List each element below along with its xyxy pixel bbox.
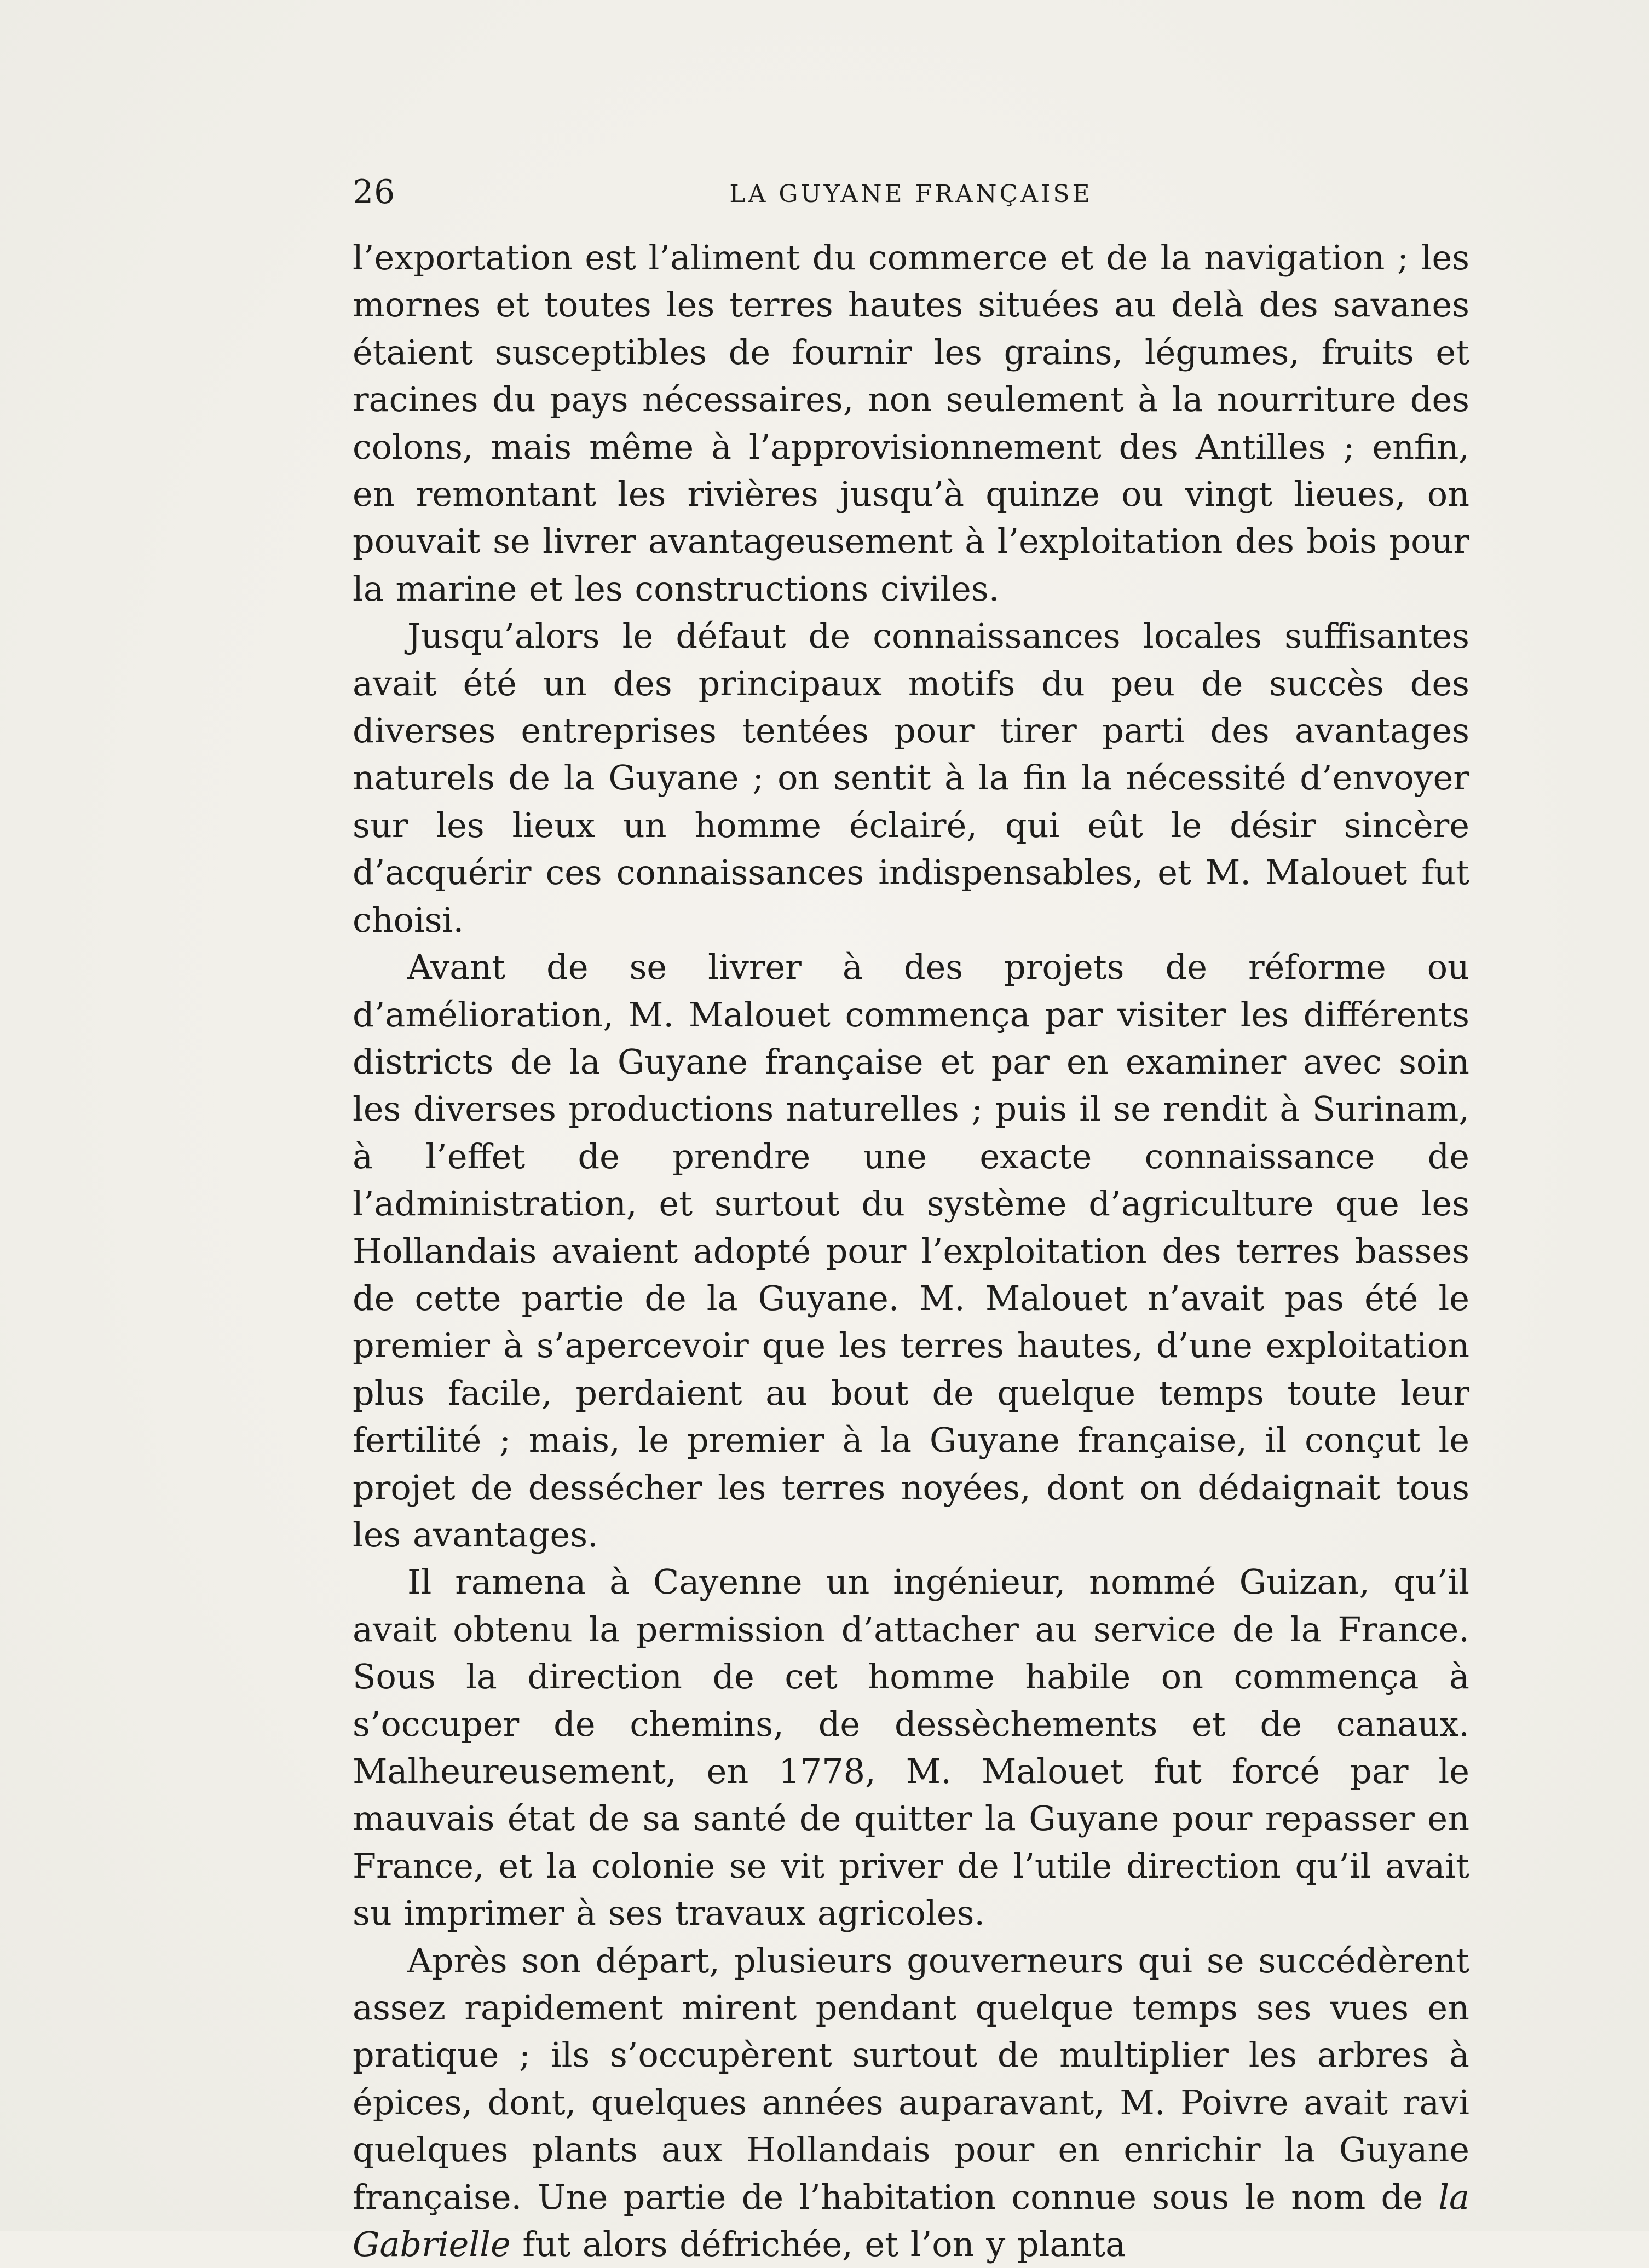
- paragraph-1: l’exportation est l’aliment du commerce et de la navigation ; les mornes et toutes les terres hautes situées au delà des savanes étaient susceptibles de fournir les grains, légumes, fruits et racines du pays nécessaires, non seulement à la nourriture des colons, mais même à l’approvisionnement des Antilles ; enfin, en remontant les rivières jusqu’à quinze ou vingt lieues, on pouvait se livrer avantageusement à l’exploitation des bois pour la marine et les constructions civiles.: [353, 238, 1469, 609]
- paragraph-5: [353, 1937, 1469, 2268]
- paragraph-5-text-after: fut alors défrichée, et l’on y planta: [510, 2224, 1126, 2265]
- paragraph-5-text-before: Après son départ, plusieurs gouverneurs qui se succédèrent assez rapidement mirent pendant quelque temps ses vues en pratique ; ils s’occupèrent surtout de multiplier les arbres à épices, dont, quelques années auparavant, M. Poivre avait ravi quelques plants aux Hollandais pour en enrichir la Guyane française. Une partie de l’habitation connue sous le nom de: [353, 1940, 1469, 2217]
- paragraph-2: Jusqu’alors le défaut de connaissances locales suffisantes avait été un des principaux motifs du peu de succès des diverses entreprises tentées pour tirer parti des avantages naturels de la Guyane ; on sentit à la fin la nécessité d’envoyer sur les lieux un homme éclairé, qui eût le désir sincère d’acquérir ces connaissances indispensables, et M. Malouet fut choisi.: [353, 616, 1469, 940]
- body-text: [353, 234, 1469, 2268]
- page-header: [353, 173, 1469, 211]
- running-title: LA GUYANE FRANÇAISE: [729, 180, 1093, 208]
- paragraph-3: Avant de se livrer à des projets de réforme ou d’amélioration, M. Malouet commença par visiter les différents districts de la Guyane française et par en examiner avec soin les diverses productions naturelles ; puis il se rendit à Surinam, à l’effet de prendre une exacte connaissance de l’administration, et surtout du système d’agriculture que les Hollandais avaient adopté pour l’exploitation des terres basses de cette partie de la Guyane. M. Malouet n’avait pas été le premier à s’apercevoir que les terres hautes, d’une exploitation plus facile, perdaient au bout de quelque temps toute leur fertilité ; mais, le premier à la Guyane française, il conçut le projet de dessécher les terres noyées, dont on dédaignait tous les avantages.: [353, 947, 1469, 1555]
- page-number: 26: [353, 173, 396, 211]
- place-name-italic: la Gabrielle: [353, 2177, 1469, 2265]
- paragraph-4: Il ramena à Cayenne un ingénieur, nommé Guizan, qu’il avait obtenu la permission d’attacher au service de la France. Sous la direction de cet homme habile on commença à s’occuper de chemins, de dessèchements et de canaux. Malheureusement, en 1778, M. Malouet fut forcé par le mauvais état de sa santé de quitter la Guyane pour repasser en France, et la colonie se vit priver de l’utile direction qu’il avait su imprimer à ses travaux agricoles.: [353, 1562, 1469, 1934]
